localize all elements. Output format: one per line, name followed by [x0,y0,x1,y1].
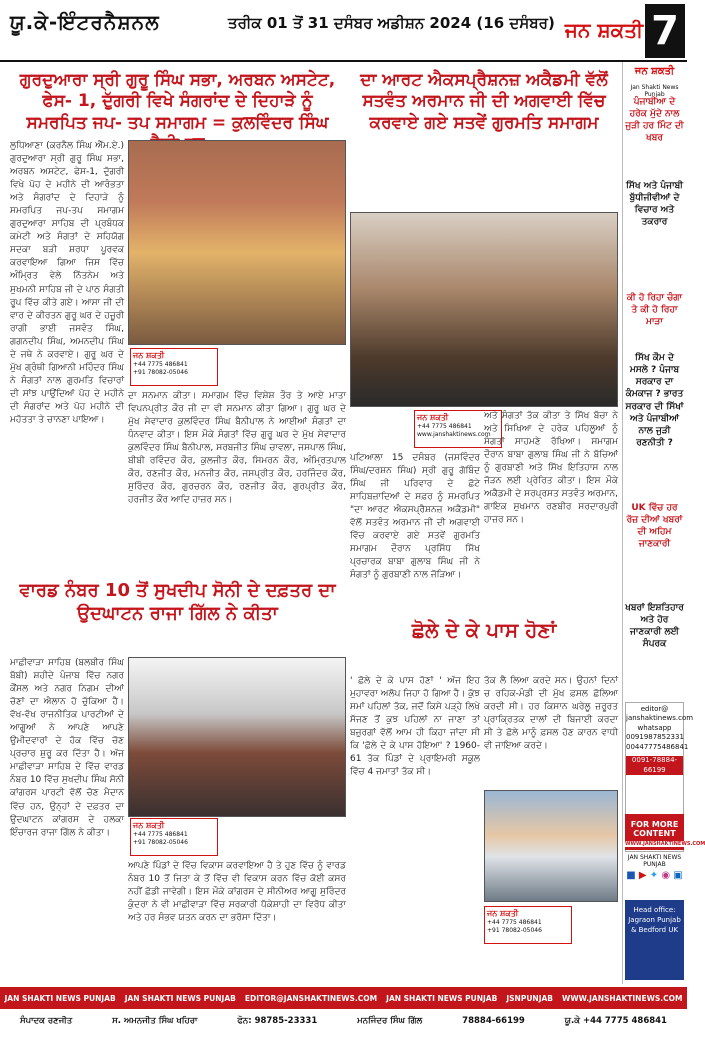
article-4-photo [484,790,618,902]
article-3-body-right: ਆਪਣੇ ਪਿੰਡਾਂ ਦੇ ਵਿੱਚ ਵਿਕਾਸ ਕਰਵਾਇਆ ਹੈ ਤੇ ਹੁਣ ਵਿੱਚ ਨੂੰ ਵਾਰਡ ਨੰਬਰ 10 ਤੋਂ ਜਿਤਾ ਕੇ ਤੋਂ ਵਿੱਚ ਵੀ ਵਿਕਾਸ ਕਰਨ ਵਿੱਚ ਕੋਈ ਕਸਰ ਨਹੀਂ ਛੱਡੀ ਜਾਵੇਗੀ। ਇਸ ਮੌਕੇ ਕਾਂਗਰਸ ਦੇ ਸੀਨੀਅਰ ਆਗੂ ਸੁਰਿੰਦਰ ਕੁੰਦਰਾ ਨੇ ਵੀ ਮਾਛੀਵਾੜਾ ਵਿੱਚ ਸਰਕਾਰੀ ਧੱਕੇਸ਼ਾਹੀ ਦਾ ਵਿਰੋਧ ਕੀਤਾ ਅਤੇ ਹਰ ਸੰਭਵ ਯਤਨ ਕਰਨ ਦਾ ਭਰੋਸਾ ਦਿੱਤਾ। [128,861,346,924]
ad-phone-in: +91 78082-05046 [133,839,188,847]
masthead-logo: ਜਨ ਸ਼ਕਤੀ [564,18,644,42]
article-1-headline: ਗੁਰਦੁਆਰਾ ਸ੍ਰੀ ਗੁਰੂ ਸਿੰਘ ਸਭਾ, ਅਰਬਨ ਅਸਟੇਟ, ਫੇਸ- 1, ਦੁੱਗਰੀ ਵਿਖੇ ਸੰਗਰਾਂਦ ਦੇ ਦਿਹਾੜੇ ਨੂੰ ਸਮਰਪਿਤ ਜਪ- ਤਪ ਸਮਾਗਮ = ਕੁਲਵਿੰਦਰ ਸਿੰਘ [19,70,336,133]
page-header [0,0,687,62]
ad-phone-uk: +44 7775 486841 [417,423,472,431]
sidebar-note: ਕੀ ਹੋ ਰਿਹਾ ਚੰਗਾ ਤੇ ਕੀ ਹੋ ਰਿਹਾ ਮਾੜਾ [626,293,683,328]
footer-credit: ਫੋਨ: 98785-23331 [237,1016,318,1026]
sidebar-note: UK ਵਿੱਚ ਹਰ ਰੋਜ਼ ਦੀਆਂ ਖਬਰਾਂ ਦੀ ਅਹਿਮ ਜਾਣਕਾਰੀ [626,503,683,550]
article-1-body-right: ਦਾ ਸਨਮਾਨ ਕੀਤਾ। ਸਮਾਗਮ ਵਿੱਚ ਵਿਸ਼ੇਸ਼ ਤੌਰ ਤੇ ਆਏ ਮਾਤਾ ਵਿਪਨਪ੍ਰੀਤ ਕੌਰ ਜੀ ਦਾ ਵੀ ਸਨਮਾਨ ਕੀਤਾ ਗਿਆ। ਗੁਰੂ ਘਰ ਦੇ ਮੁੱਖ ਸੇਵਾਦਾਰ ਕੁਲਵਿੰਦਰ ਸਿੰਘ ਬੈਨੀਪਾਲ ਨੇ ਆਈਆਂ ਸੰਗਤਾਂ ਦਾ ਧੰਨਵਾਦ ਕੀਤਾ। ਇਸ ਮੌਕੇ ਸੰਗਤਾਂ ਵਿੱਚ ਗੁਰੂ ਘਰ ਦੇ ਮੁੱਖ ਸੇਵਾਦਾਰ ਕੁਲਵਿੰਦਰ ਸਿੰਘ ਬੈਨੀਪਾਲ, ਸਰਬਜੀਤ ਸਿੰਘ ਚਾਵਲਾ, ਜਸਪਾਲ ਸਿੰਘ, ਬੀਬੀ ਰਵਿੰਦਰ ਕੌਰ, ਕੁਲਜੀਤ ਕੌਰ, ਸਿਮਰਨ ਕੌਰ, ਅੰਮ੍ਰਿਤਪਾਲ ਕੌਰ, ਰਣਜੀਤ ਕੌਰ, ਮਨਜੀਤ ਕੌਰ, ਜਸਪ੍ਰੀਤ ਕੌਰ, ਹਰਜਿੰਦਰ ਕੌਰ, ਸੁਰਿੰਦਰ ਕੌਰ, ਗੁਰਚਰਨ ਕੌਰ, ਰਣਜੀਤ ਕੌਰ, ਗੁਰਪ੍ਰੀਤ ਕੌਰ, ਹਰਜੀਤ ਕੌਰ ਆਦਿ ਹਾਜ਼ਰ ਸਨ। [128,391,346,506]
ad-logo: ਜਨ ਸ਼ਕਤੀ [417,413,449,422]
facebook-icon[interactable]: ■ [626,870,636,881]
ad-logo: ਜਨ ਸ਼ਕਤੀ [487,909,519,918]
ad-phone-uk: +44 7775 486841 [133,361,188,369]
footer-credits [0,1011,687,1031]
article-2-body-right: ਅਤੇ ਸੰਗਤਾਂ ਤੱਕ ਕੀਤਾ ਤੇ ਸਿੱਖ ਬੱਚਾ ਨੇ ਅਤੇ ਸਿਖਿਆ ਦੇ ਹਰੇਕ ਪਹਿਲੂਆਂ ਨੂੰ ਸੰਗਤਾਂ ਸਾਹਮਣੇ ਰੱਖਿਆ। ਸਮਾਗਮ ਦੌਰਾਨ ਬਾਬਾ ਗੁਲਾਬ ਸਿੰਘ ਜੀ ਨੇ ਬੱਚਿਆਂ ਨੂੰ ਗੁਰਬਾਣੀ ਅਤੇ ਸਿੱਖ ਇਤਿਹਾਸ ਨਾਲ ਜੋੜਨ ਲਈ ਪ੍ਰੇਰਿਤ ਕੀਤਾ। ਇਸ ਮੌਕੇ ਅਕੈਡਮੀ ਦੇ ਸਰਪ੍ਰਸਤ ਸਤਵੰਤ ਅਰਮਾਨ, ਗਾਇਕ ਸੁਖਮਾਨ ਰਣਬੀਰ ਸਰਦਾਰਪੁਰੀ ਹਾਜ਼ਰ ਸਨ। [484,411,618,526]
ad-phone-uk: +44 7775 486841 [133,831,188,839]
article-1-body-left: ਲੁਧਿਆਣਾ (ਕਰਨੈਲ ਸਿੰਘ ਐੱਮ.ਏ.) ਗੁਰਦੁਆਰਾ ਸ੍ਰੀ ਗੁਰੂ ਸਿੰਘ ਸਭਾ, ਅਰਬਨ ਅਸਟੇਟ, ਫੇਸ-1, ਦੁੱਗਰੀ ਵਿਖੇ ਪੋਹ ਦੇ ਮਹੀਨੇ ਦੀ ਆਰੰਭਤਾ ਅਤੇ ਸੰਗਰਾਂਦ ਦੇ ਦਿਹਾੜੇ ਨੂੰ ਸਮਰਪਿਤ ਜਪ-ਤਪ ਸਮਾਗਮ ਗੁਰਦੁਆਰਾ ਸਾਹਿਬ ਦੀ ਪ੍ਰਬੰਧਕ ਕਮੇਟੀ ਅਤੇ ਸੰਗਤਾਂ ਦੇ ਸਹਿਯੋਗ ਸਦਕਾ ਬੜੀ ਸ਼ਰਧਾ ਪੂਰਵਕ ਕਰਵਾਇਆ ਗਿਆ ਜਿਸ ਵਿੱਚ ਅੰਮ੍ਰਿਤ ਵੇਲੇ ਨਿੱਤਨੇਮ ਅਤੇ ਸੁਖਮਨੀ ਸਾਹਿਬ ਜੀ ਦੇ ਪਾਠ ਸੰਗਤੀ ਰੂਪ ਵਿੱਚ ਕੀਤੇ ਗਏ। ਆਸਾ ਜੀ ਦੀ ਵਾਰ ਦੇ ਕੀਰਤਨ ਗੁਰੂ ਘਰ ਦੇ ਹਜ਼ੂਰੀ ਰਾਗੀ ਭਾਈ ਜਸਵੰਤ ਸਿੰਘ, ਗਗਨਦੀਪ ਸਿੰਘ, ਅਮਨਦੀਪ ਸਿੰਘ ਦੇ ਜਥੇ ਨੇ ਕਰਵਾਏ। ਗੁਰੂ ਘਰ ਦੇ ਮੁੱਖ ਗ੍ਰੰਥੀ ਗਿਆਨੀ ਮਹਿੰਦਰ ਸਿੰਘ ਨੇ ਸੰਗਤਾਂ ਨਾਲ ਗੁਰਮਤਿ ਵਿਚਾਰਾਂ ਦੀ ਸਾਂਝ ਪਾਉਂਦਿਆਂ ਪੋਹ ਦੇ ਮਹੀਨੇ ਦੀ ਸੰਗਰਾਂਦ ਅਤੇ ਪੋਹ ਮਹੀਨੇ ਦੀ ਮਹੱਤਤਾ ਤੇ ਚਾਨਣਾ ਪਾਇਆ। [10,141,124,425]
more-content-banner [625,814,705,850]
article-4-headline: ਛੋਲੇ ਦੇ ਕੇ ਪਾਸ ਹੋਣਾਂ [411,618,557,642]
social-label: JAN SHAKTI NEWS PUNJAB [627,854,682,868]
ad-box [130,818,218,856]
ad-logo: ਜਨ ਸ਼ਕਤੀ [133,821,165,830]
edition-region: ਯੂ.ਕੇ-ਇੰਟਰਨੈਸ਼ਨਲ [10,10,160,34]
email-label: editor@ [640,705,669,713]
page-number: 7 [645,4,685,58]
article-1-photo [128,140,346,345]
article-2-headline: ਦਾ ਆਰਟ ਐਕਸਪ੍ਰੈਸ਼ਨਜ਼ ਅਕੈਡਮੀ ਵੱਲੋਂ ਸਤਵੰਤ ਅਰਮਾਨ ਜੀ ਦੀ ਅਗਵਾਈ ਵਿੱਚ ਕਰਵਾਏ ਗਏ ਸਤਵੇਂ ਗੁਰਮਤਿ ਸਮਾਗਮ [360,70,608,133]
twitter-icon[interactable]: ✦ [649,870,659,881]
footer-credit: 78884-66199 [462,1016,525,1026]
more-content-label: FOR MORE CONTENT [630,820,679,838]
sidebar-note: ਪੰਜਾਬੀਆ ਦੇ ਹਰੇਕ ਮੁੱਦੇ ਨਾਲ ਜੁੜੀ ਹਰ ਮਿੰਟ ਦੀ ਖਬਰ [625,97,684,144]
sidebar-logo: ਜਨ ਸ਼ਕਤੀ [634,66,675,77]
article-2-body-left: ਪਟਿਆਲਾ 15 ਦਸੰਬਰ (ਜਸਵਿੰਦਰ ਸਿੰਘ/ਦਰਸ਼ਨ ਸਿੰਘ) ਸ੍ਰੀ ਗੁਰੂ ਗੋਬਿੰਦ ਸਿੰਘ ਜੀ ਪਰਿਵਾਰ ਦੇ ਛੋਟੇ ਸਾਹਿਬਜ਼ਾਦਿਆਂ ਦੇ ਸਫ਼ਰ ਨੂੰ ਸਮਰਪਿਤ "ਦਾ ਆਰਟ ਐਕਸਪ੍ਰੈਸ਼ਨਜ਼ ਅਕੈਡਮੀ" ਵੱਲੋਂ ਸਤਵੰਤ ਅਰਮਾਨ ਜੀ ਦੀ ਅਗਵਾਈ ਵਿੱਚ ਕਰਵਾਏ ਗਏ ਸਤਵੇਂ ਗੁਰਮਤਿ ਸਮਾਗਮ ਦੌਰਾਨ ਪ੍ਰਸਿੱਧ ਸਿੱਖ ਪ੍ਰਚਾਰਕ ਬਾਬਾ ਗੁਲਾਬ ਸਿੰਘ ਜੀ ਨੇ ਸੰਗਤਾਂ ਨੂੰ ਗੁਰਬਾਣੀ ਨਾਲ ਜੋੜਿਆ। [350,453,480,581]
sidebar-note: ਸਿੱਖ ਅਤੇ ਪੰਜਾਬੀ ਬੁੱਧੀਜੀਵੀਆਂ ਦੇ ਵਿਚਾਰ ਅਤੇ ਤਕਰਾਰ [626,181,683,228]
whatsapp-label: whatsapp [637,723,672,732]
footer-website-link[interactable]: WWW.JANSHAKTINEWS.COM [562,993,683,1003]
ad-phone-in: +91 78082-05046 [133,369,188,377]
footer-twitter-link[interactable]: JSNPUNJAB [506,993,554,1003]
sidebar-note: ਸਿੱਖ ਕੌਮ ਦੇ ਮਸਲੇ ? ਪੰਜਾਬ ਸਰਕਾਰ ਦਾ ਕੰਮਕਾਜ ? ਭਾਰਤ ਸਰਕਾਰ ਦੀ ਸਿੱਖਾਂ ਅਤੇ ਪੰਜਾਬੀਆਂ ਨਾਲ ਜੁੜੀ ਰਣਨੀਤੀ ? [625,353,684,448]
sidebar-note: ਖਬਰਾਂ ਇਸ਼ਤਿਹਾਰ ਅਤੇ ਹੋਰ ਜਾਣਕਾਰੀ ਲਈ ਸੰਪਰਕ [625,603,684,650]
footer-credit: ਸ. ਅਮਨਜੀਤ ਸਿੰਘ ਖਹਿਰਾ [112,1016,198,1026]
phone-2: 00447775486841 [626,742,689,751]
footer-credit: ਯੂ.ਕੇ +44 7775 486841 [564,1016,667,1026]
footer-credit: ਸੰਪਾਦਕ ਰਣਜੀਤ [19,1016,73,1026]
ad-logo: ਜਨ ਸ਼ਕਤੀ [133,351,165,360]
head-office-box [625,900,684,980]
article-3-body-left: ਮਾਛੀਵਾੜਾ ਸਾਹਿਬ (ਬਲਬੀਰ ਸਿੰਘ ਬੱਬੀ) ਸ਼ਹੀਦੇ ਪੰਜਾਬ ਵਿੱਚ ਨਗਰ ਕੌਂਸਲ ਅਤੇ ਨਗਰ ਨਿਗਮ ਦੀਆਂ ਚੋਣਾਂ ਦਾ ਐਲਾਨ ਹੋ ਚੁੱਕਿਆ ਹੈ। ਵੱਖ-ਵੱਖ ਰਾਜਨੀਤਿਕ ਪਾਰਟੀਆਂ ਦੇ ਆਗੂਆਂ ਨੇ ਆਪਣੇ ਆਪਣੇ ਉਮੀਦਵਾਰਾਂ ਦੇ ਹੱਕ ਵਿੱਚ ਚੋਣ ਪ੍ਰਚਾਰ ਸ਼ੁਰੂ ਕਰ ਦਿੱਤਾ ਹੈ। ਅੱਜ ਮਾਛੀਵਾੜਾ ਸਾਹਿਬ ਦੇ ਵਿੱਚ ਵਾਰਡ ਨੰਬਰ 10 ਵਿੱਚ ਸੁਖਦੀਪ ਸਿੰਘ ਸੋਨੀ ਕਾਂਗਰਸ ਪਾਰਟੀ ਵੱਲੋਂ ਚੋਣ ਮੈਦਾਨ ਵਿੱਚ ਹਨ, ਉਨ੍ਹਾਂ ਦੇ ਦਫ਼ਤਰ ਦਾ ਉਦਘਾਟਨ ਕਾਂਗਰਸ ਦੇ ਹਲਕਾ ਇੰਚਾਰਜ ਰਾਜਾ ਗਿੱਲ ਨੇ ਕੀਤਾ। [10,658,124,838]
youtube-icon[interactable]: ▶ [638,870,647,881]
ad-phone-in: +91 78082-05046 [487,927,542,935]
article-2-photo [350,212,618,407]
page-footer [0,987,687,1043]
footer-links-bar [0,987,687,1009]
footer-email-link[interactable]: EDITOR@JANSHAKTINEWS.COM [244,993,378,1003]
article-4-body-left: ' ਛੋਲੇ ਦੇ ਕੇ ਪਾਸ ਹੋਣਾਂ ' ਅੱਜ ਇਹ ਮੁਹਾਵਰਾ ਅਲੋਪ ਜਿਹਾ ਹੋ ਗਿਆ ਹੈ। ਕੁੱਝ ਸਮਾਂ ਪਹਿਲਾਂ ਤੱਕ, ਜਦੋਂ ਕਿਸੇ ਪੜ੍ਹੇ ਲਿਖੇ ਸੱਜਣ ਤੋਂ ਕੁਝ ਪਹਿਲਾਂ ਨਾ ਜਾਣਾ ਤਾਂ ਬਜ਼ੁਰਗਾਂ ਵੱਲੋਂ ਆਮ ਹੀ ਕਿਹਾ ਜਾਂਦਾ ਸੀ ਕਿ 'ਛੋਲੇ ਦੇ ਕੇ ਪਾਸ ਹੋਇਆ' ? 1960-61 ਤੱਕ ਪਿੰਡਾਂ ਦੇ ਪ੍ਰਾਇਮਰੀ ਸਕੂਲ ਵਿੱਚ 4 ਜਮਾਤਾਂ ਤੱਕ ਸੀ। [350,676,480,778]
sidebar-subtitle: Jan Shakti News Punjab [630,84,679,98]
ad-box [130,348,218,386]
ad-site: www.janshaktinews.com [417,431,491,439]
article-3-headline: ਵਾਰਡ ਨੰਬਰ 10 ਤੋਂ ਸੁਖਦੀਪ ਸੋਨੀ ਦੇ ਦਫ਼ਤਰ ਦਾ ਉਦਘਾਟਨ ਰਾਜਾ ਗਿੱਲ ਨੇ ਕੀਤਾ [19,580,336,624]
phone-3: 0091-78884-66199 [626,756,683,775]
article-3-photo [128,657,346,817]
head-office-label: Head office: [633,906,676,914]
head-office-location: Jagraon Punjab & Bedford UK [628,915,681,934]
instagram-icon[interactable]: ◉ [661,870,671,881]
sidebar [622,62,705,984]
email-address[interactable]: janshaktinews.com [626,714,694,723]
footer-facebook-link[interactable]: JAN SHAKTI NEWS PUNJAB [4,993,116,1003]
ad-phone-uk: +44 7775 486841 [487,919,542,927]
article-4-body-right: ਤੱਕ ਲੈ ਲਿਆ ਕਰਦੇ ਸਨ। ਉਹਨਾਂ ਦਿਨਾਂ ਚ ਰਹਿਕ-ਮੰਡੀ ਦੀ ਮੁੱਖ ਫ਼ਸਲ ਛੋਲਿਆ ਕਰਦੀ ਸੀ। ਹਰ ਕਿਸਾਨ ਘਰੇਲੂ ਜ਼ਰੂਰਤ ਪ੍ਰਾਕ੍ਰਿਤਕ ਦਾਲਾਂ ਦੀ ਬਿਜਾਈ ਕਰਦਾ ਸੀ ਤੇ ਛੋਲੇ ਮਾਨੂੰ ਫ਼ਸਲ ਹੋਣ ਕਾਰਨ ਵਾਧੀ ਵੀ ਜਾਇਆ ਕਰਦੇ। [484,676,618,752]
linkedin-icon[interactable]: ▣ [673,870,683,881]
footer-youtube-link[interactable]: JAN SHAKTI NEWS PUNJAB [124,993,236,1003]
footer-instagram-link[interactable]: JAN SHAKTI NEWS PUNJAB [386,993,498,1003]
social-links [625,854,684,898]
footer-credit: ਮਨਜਿੰਦਰ ਸਿੰਘ ਗਿੱਲ [357,1016,423,1026]
ad-box [484,906,572,944]
website-link[interactable]: WWW.JANSHAKTINEWS.COM [625,841,705,847]
phone-1: 0091987852331 [626,733,684,742]
edition-date: ਤਰੀਕ 01 ਤੋਂ 31 ਦਸੰਬਰ ਅਡੀਸ਼ਨ 2024 (16 ਦਸੰਬਰ) [228,14,555,32]
